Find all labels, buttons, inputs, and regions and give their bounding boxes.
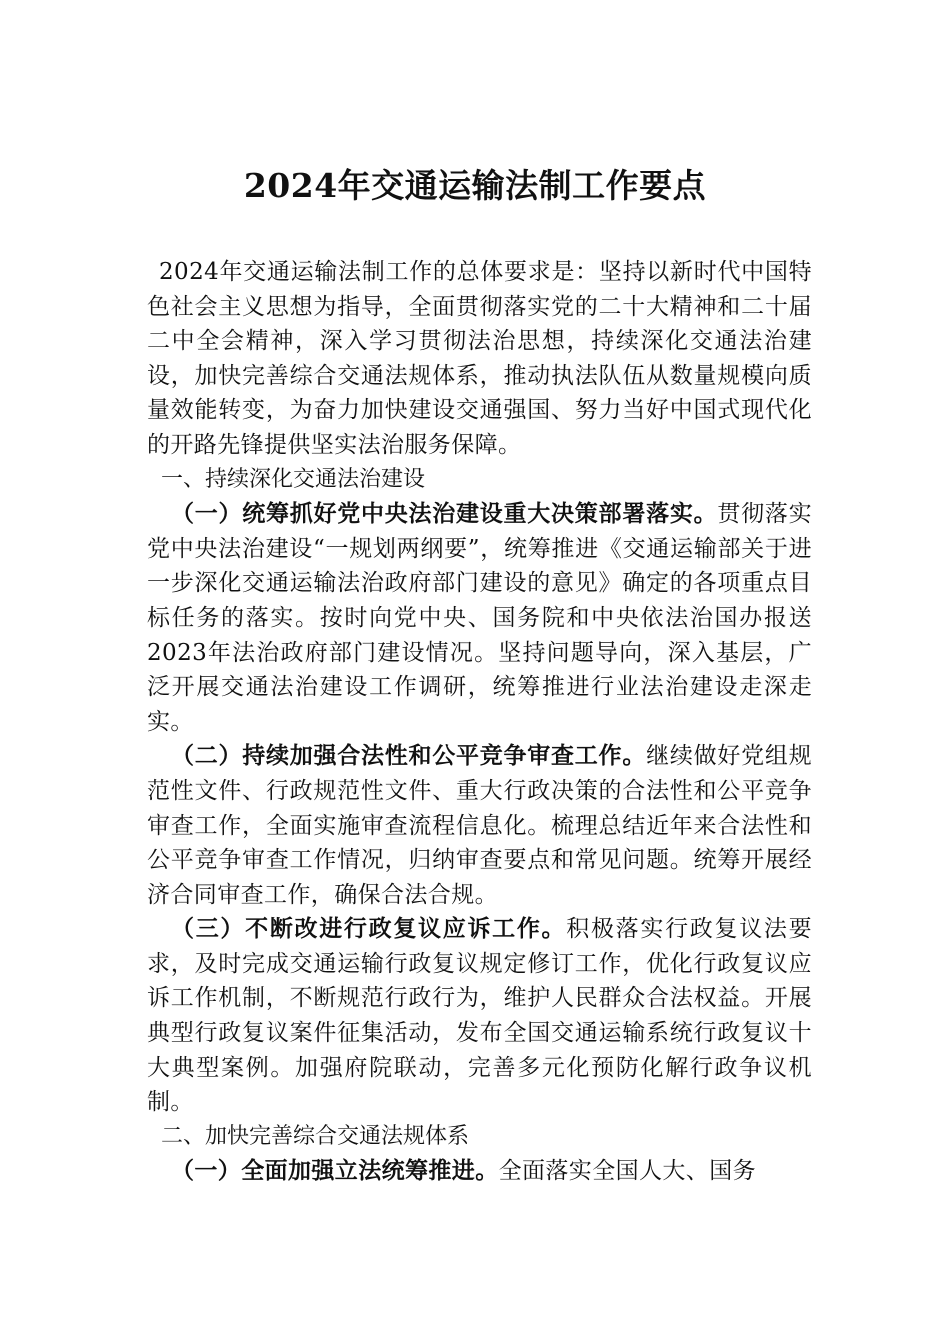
section-heading-1: 一、持续深化交通法治建设 — [161, 466, 426, 492]
item-text: 继续做好党组规范性文件、行政规范性文件、重大行政决策的合法性和公平竞争审查工作，全面实施审查流程信息化。梳理总结近年来合法性和公平竞争审查工作情况，归纳审查要点和常见问题。统筹开展经济合同审查工作，确保合法合规。 — [147, 743, 812, 908]
section-heading-2: 二、加快完善综合交通法规体系 — [161, 1123, 470, 1149]
item-lead: （一）全面加强立法统筹推进。 — [171, 1157, 499, 1185]
item-lead: （三）不断改进行政复议应诉工作。 — [171, 915, 567, 943]
item-text: 贯彻落实党中央法治建设“一规划两纲要”，统筹推进《交通运输部关于进一步深化交通运输法治政府部门建设的意见》确定的各项重点目标任务的落实。按时向党中央、国务院和中央依法治国办报送2023年法治政府部门建设情况。坚持问题导向，深入基层，广泛开展交通法治建设工作调研，统筹推进行业法治建设走深走实。 — [147, 501, 812, 735]
intro-paragraph: 2024年交通运输法制工作的总体要求是：坚持以新时代中国特色社会主义思想为指导，全面贯彻落实党的二十大精神和二十届二中全会精神，深入学习贯彻法治思想，持续深化交通法治建设，加快完善综合交通法规体系，推动执法队伍从数量规模向质量效能转变，为奋力加快建设交通强国、努力当好中国式现代化的开路先锋提供坚实法治服务保障。 — [147, 259, 812, 458]
item-lead: （二）持续加强合法性和公平竞争审查工作。 — [171, 742, 647, 770]
document-title: 2024年交通运输法制工作要点 — [243, 166, 707, 205]
item-lead: （一）统筹抓好党中央法治建设重大决策部署落实。 — [171, 500, 718, 528]
section-2-item-1 — [147, 1154, 812, 1189]
section-1-item-2 — [147, 739, 812, 912]
item-text: 积极落实行政复议法要求，及时完成交通运输行政复议规定修订工作，优化行政复议应诉工作机制，不断规范行政行为，维护人民群众合法权益。开展典型行政复议案件征集活动，发布全国交通运输系统行政复议十大典型案例。加强府院联动，完善多元化预防化解行政争议机制。 — [147, 916, 812, 1116]
document-body — [147, 255, 812, 1189]
item-text: 全面落实全国人大、国务 — [498, 1158, 757, 1185]
section-1-item-3 — [147, 912, 812, 1120]
section-1-item-1 — [147, 497, 812, 739]
